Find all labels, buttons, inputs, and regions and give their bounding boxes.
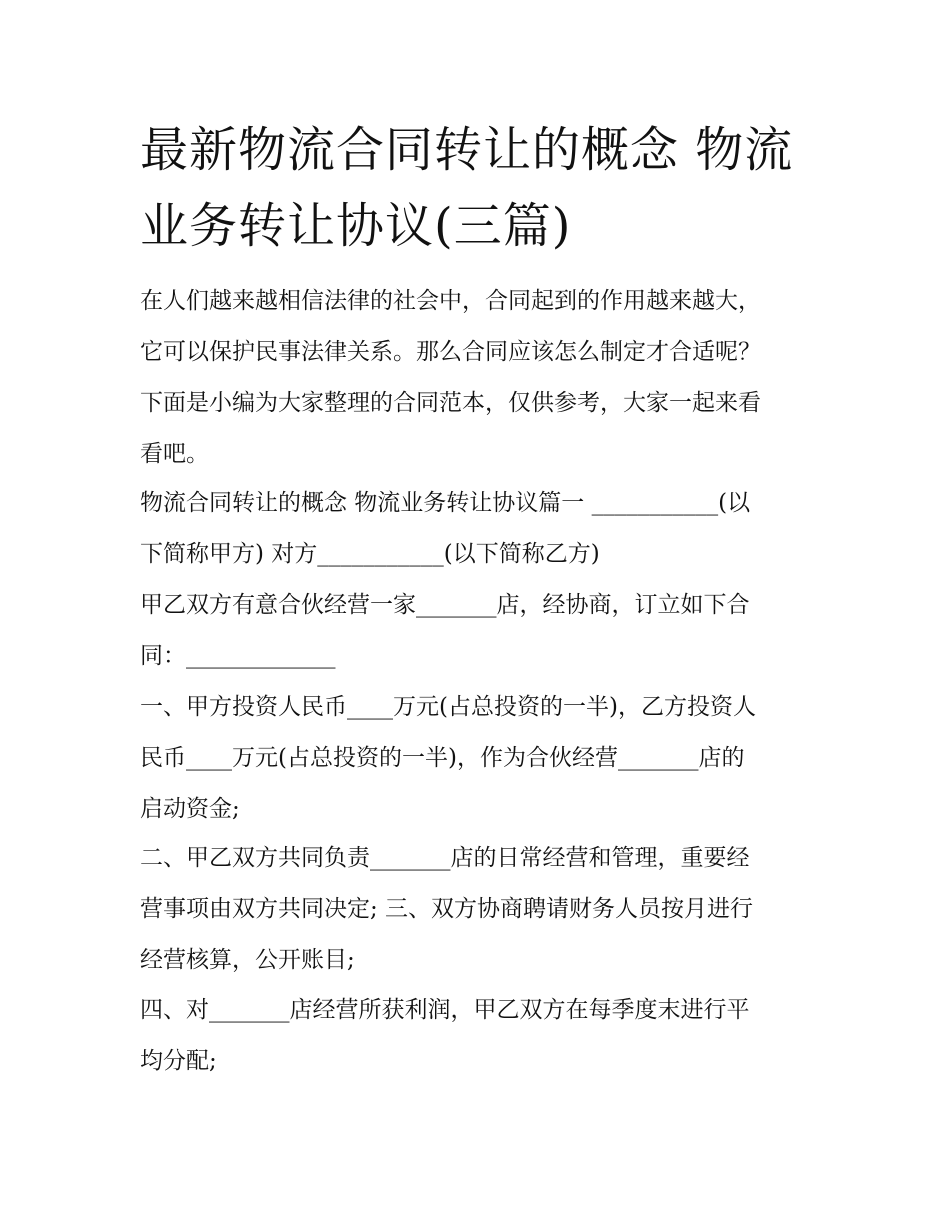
text-line: 二、甲乙双方共同负责_______店的日常经营和管理，重要经 <box>140 845 750 871</box>
text-line: 看吧。 <box>140 441 209 467</box>
text-line: 下简称甲方) 对方___________(以下简称乙方) <box>140 541 600 567</box>
text-line: 民币____万元(占总投资的一半)，作为合伙经营_______店的 <box>140 745 745 771</box>
text-line: 物流合同转让的概念 物流业务转让协议篇一 ___________(以 <box>140 490 751 516</box>
document-title <box>140 112 820 264</box>
text-line: 四、对_______店经营所获利润，甲乙双方在每季度末进行平 <box>140 997 750 1023</box>
parties-paragraph <box>140 478 820 580</box>
text-line: 营事项由双方共同决定; 三、双方协商聘请财务人员按月进行 <box>140 896 754 922</box>
text-line: 同：_____________ <box>140 643 336 669</box>
text-line: 它可以保护民事法律关系。那么合同应该怎么制定才合适呢？ <box>140 339 761 365</box>
title-line-1: 最新物流合同转让的概念 物流 <box>140 122 794 178</box>
clause-one-paragraph <box>140 682 820 835</box>
clause-two-three-paragraph <box>140 833 820 986</box>
text-line: 甲乙双方有意合伙经营一家_______店，经协商，订立如下合 <box>140 592 750 618</box>
intent-paragraph <box>140 580 820 682</box>
text-line: 经营核算，公开账目; <box>140 947 355 973</box>
text-line: 启动资金; <box>140 796 240 822</box>
text-line: 一、甲方投资人民币____万元(占总投资的一半)，乙方投资人 <box>140 694 756 720</box>
text-line: 在人们越来越相信法律的社会中，合同起到的作用越来越大， <box>140 288 761 314</box>
clause-four-paragraph <box>140 985 820 1087</box>
title-line-2: 业务转让协议(三篇) <box>140 198 572 254</box>
intro-paragraph <box>140 276 820 480</box>
text-line: 下面是小编为大家整理的合同范本，仅供参考，大家一起来看 <box>140 390 761 416</box>
text-line: 均分配; <box>140 1048 217 1074</box>
